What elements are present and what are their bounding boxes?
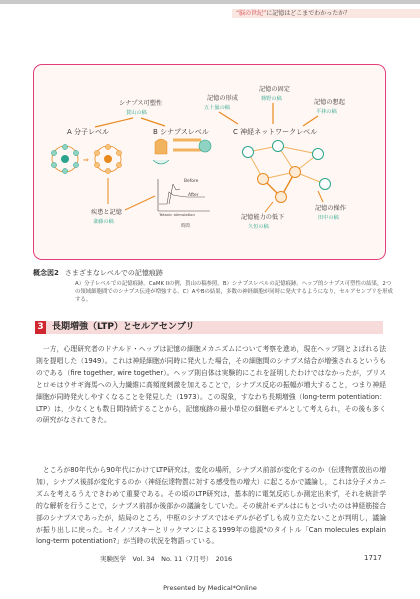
arrow-recall-to-c xyxy=(303,116,318,126)
synapse-plasticity-label xyxy=(119,99,163,116)
ltp-graph xyxy=(158,178,210,229)
disease-memory-author: 斎藤の稿 xyxy=(93,219,114,225)
page-number: 1717 xyxy=(364,554,382,562)
arrow-to-a xyxy=(95,118,133,127)
panel-b-label: B シナプスレベル xyxy=(153,128,209,136)
disease-memory-title: 疾患と記憶 xyxy=(91,209,122,216)
memory-manipulation-title: 記憶の操作 xyxy=(315,205,346,212)
paragraph-1: 一方，心理研究者のドナルド・ヘッブは記憶の細胞メカニズムについて考察を進め，現在ヘッブ則とよばれる法則を提唱した（1949）。これは神経細胞が同時に発火した場合，その細胞間のシナプス結合が増強されるというものである（fire together, wire together）。ヘッブ則自体は実験的にこれを証明したわけではなかったが，ブリスとロモはウサギ海馬への入力繊維に高頻度刺激を加えることで，シナプス反応の振幅が増大すること，つまり神経細胞が同時発火しやすくなることを発見した（1973）。この現象，すなわち長期増強（long-term potentiation：LTP）は，少なくとも数日間持続することから，記憶痕跡の最小単位の細胞モデルとして考えられ，その後も多くの研究がなされてきた。 xyxy=(36,345,386,425)
arrow-disease-to-b xyxy=(125,196,155,210)
figure-caption-title xyxy=(33,268,163,278)
figure-number: 概念図2 xyxy=(33,269,59,277)
paragraph-2: ところが80年代から90年代にかけてLTP研究は，変化の場所，シナプス前部が変化するのか（伝達物質放出の増加），シナプス後部が変化するのか（神経伝達物質に対する感受性の増大）に起こるかで議論し，これは分子メカニズムを考えるうえできわめて重要である。その頃のLTP研究は，基本的に電気反応しか測定出来ず，それを統計学的な解析を行うことで，シナプス前部か後部かの議論をしていた。その統計モデルはにもとづいたのは神経筋接合部のシナプスであったが，結局のところ，中枢のシナプスではモデルが必ずしも成り立たないことが判明し，議論が振り出しに戻った。セイノフスキーとリックマンによる1999年の総説⁴のタイトル「Can molecules explain long-term potentiation?」が当時の状況を物語っている。 xyxy=(36,466,386,546)
memory-formation-author: 五十嵐の稿 xyxy=(204,105,230,111)
running-header-rest: に記憶はどこまでわかったか？ xyxy=(266,10,351,17)
concept-figure xyxy=(33,64,386,260)
graph-stim: Tetanic stimulation xyxy=(159,212,195,217)
synapse-plasticity-title: シナプス可塑性 xyxy=(119,100,163,107)
memory-consolidation-label xyxy=(259,85,290,102)
memory-consolidation-title: 記憶の固定 xyxy=(259,86,290,93)
memory-manipulation-author: 田中の稿 xyxy=(318,215,339,221)
memory-manipulation-label xyxy=(315,204,346,221)
running-header-accent: “脳の世紀” xyxy=(236,10,267,17)
panel-c-label: C 神経ネットワークレベル xyxy=(233,128,318,136)
graph-xunit: 時間 xyxy=(181,224,190,229)
synapse-plasticity-author: 賀山の稿 xyxy=(126,110,147,116)
graph-after: After xyxy=(188,193,199,198)
molecule-diagram xyxy=(51,144,121,173)
panel-a-label: A 分子レベル xyxy=(67,128,110,136)
arrow-formation-to-c xyxy=(219,112,238,124)
memory-decline-label xyxy=(241,213,284,230)
memory-consolidation-author: 篠野の稿 xyxy=(261,96,282,102)
figure-caption-body: A）分子レベルでの記憶痕跡。CaMK IIの例，賀山の稿参照。B）シナプスレベルの記憶痕跡。ヘッブ的シナプス可塑性の結果，2つの領域細胞間でのシナプス伝達が増強する。C）AやBの結果，多数の神経細胞が同時に発火するようになり，セルアセンブリを形成する。 xyxy=(75,281,393,304)
memory-decline-title: 記憶能力の低下 xyxy=(241,214,285,221)
memory-recall-title: 記憶の想起 xyxy=(314,99,345,106)
figure-title: さまざまなレベルでの記憶痕跡 xyxy=(64,269,163,277)
memory-recall-label xyxy=(314,98,345,115)
network-diagram xyxy=(243,141,331,203)
top-border xyxy=(0,0,420,4)
memory-recall-author: 平林の稿 xyxy=(316,109,337,115)
synapse-diagram xyxy=(153,139,211,164)
disease-memory-label xyxy=(91,208,123,225)
arrow-decline-to-c xyxy=(265,202,273,212)
graph-before: Before xyxy=(184,179,199,184)
arrow-to-b xyxy=(141,118,165,126)
memory-formation-label xyxy=(204,94,238,111)
running-header xyxy=(236,9,350,18)
svg-text:⇒: ⇒ xyxy=(83,156,89,164)
section-title: 長期増強（LTP）とセルアセンブリ xyxy=(52,322,195,332)
arrow-manipulation-to-c xyxy=(318,191,323,202)
presented-by: Presented by Medical*Online xyxy=(163,584,257,592)
memory-decline-author: 久恒の稿 xyxy=(248,224,269,230)
memory-formation-title: 記憶の形成 xyxy=(207,95,238,102)
journal-footer: 実験医学 Vol. 34 No. 11（7月号） 2016 xyxy=(100,555,233,563)
section-number: 3 xyxy=(35,321,46,334)
